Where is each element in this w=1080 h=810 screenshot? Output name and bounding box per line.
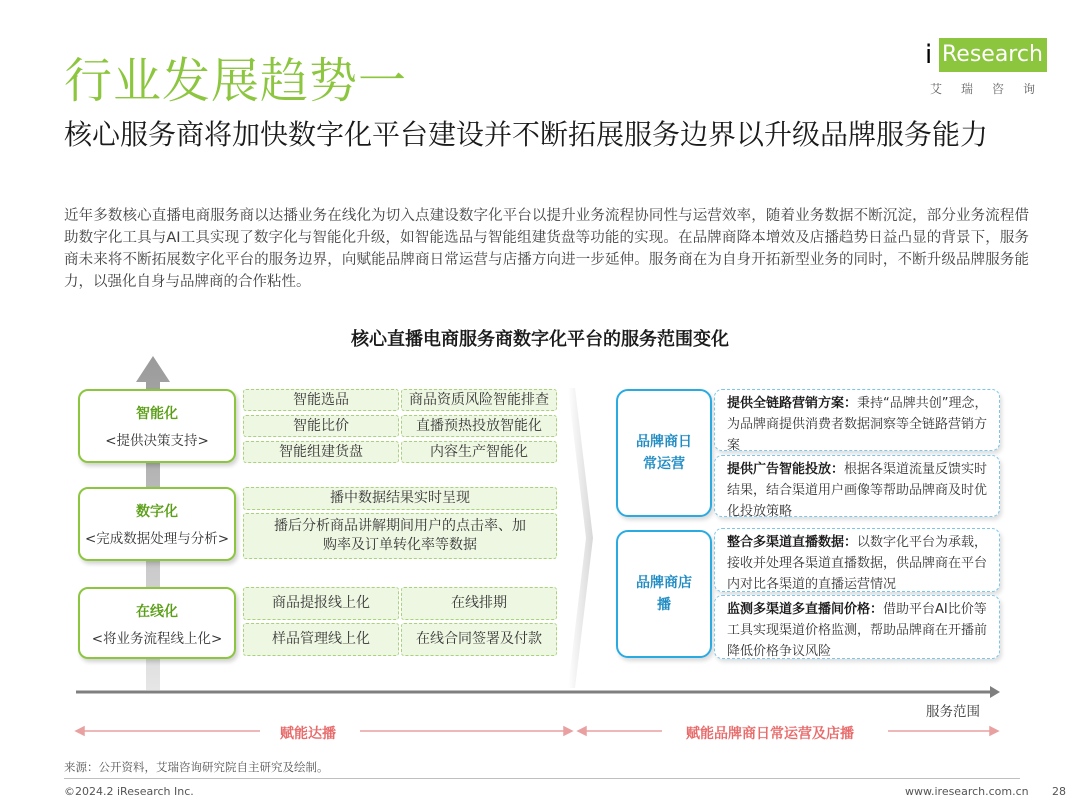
logo-name: Research [942,42,1043,67]
diagram-title: 核心直播电商服务商数字化平台的服务范围变化 [351,329,729,350]
level-subtitle: <提供决策支持> [105,433,209,449]
level-title: 智能化 [136,406,178,422]
footer-divider [64,778,1020,779]
panel-label: 品牌商店播 [636,575,692,613]
page-number: 28 [1052,785,1066,798]
axis-label: 服务范围 [926,704,980,720]
chevron-arrow-icon [568,388,593,688]
panel-daily-operation [616,389,712,517]
level-title: 在线化 [136,604,178,620]
page-title: 行业发展趋势一 [64,53,408,109]
level-subtitle: <将业务流程线上化> [91,631,223,647]
panel-label: 品牌商日常运营 [636,434,692,472]
cell-item: 在线合同签署及付款 [401,623,557,656]
service-body: 借助平台AI比价等工具实现渠道价格监测，帮助品牌商在开播前降低价格争议风险 [727,602,988,659]
source-note: 来源：公开资料，艾瑞咨询研究院自主研究及绘制。 [64,760,329,774]
cell-item: 商品提报线上化 [243,587,399,620]
cell-item: 播中数据结果实时呈现 [243,487,557,510]
service-card [714,389,1000,451]
cell-item: 智能选品 [243,389,399,411]
service-body: 以数字化平台为承载，接收并处理各渠道直播数据，供品牌商在平台内对比各渠道的直播运营情况 [727,535,988,592]
range-label-left: 赋能达播 [280,726,336,742]
service-body: 根据各渠道流量反馈实时结果，结合渠道用户画像等帮助品牌商及时优化投放策略 [727,462,988,519]
service-head: 整合多渠道直播数据： [727,535,858,550]
level-intelligent [78,389,236,463]
service-card [714,595,1000,659]
website-link[interactable]: www.iresearch.com.cn [905,785,1029,798]
panel-store-live [616,530,712,658]
level-digital [78,487,236,561]
service-head: 提供广告智能投放： [727,462,845,477]
cell-item: 内容生产智能化 [401,441,557,463]
cell-item: 商品资质风险智能排查 [401,389,557,411]
logo-cn: 艾瑞咨询 [930,82,1055,96]
page-subtitle: 核心服务商将加快数字化平台建设并不断拓展服务边界以升级品牌服务能力 [64,118,989,151]
cell-item: 智能比价 [243,415,399,437]
level-subtitle: <完成数据处理与分析> [84,531,230,547]
cell-item: 播后分析商品讲解期间用户的点击率、加购率及订单转化率等数据 [243,513,557,559]
cell-item: 直播预热投放智能化 [401,415,557,437]
service-body: 秉持“品牌共创”理念，为品牌商提供消费者数据洞察等全链路营销方案 [727,396,988,453]
service-head: 提供全链路营销方案： [727,396,858,411]
level-online [78,587,236,659]
copyright: ©2024.2 iResearch Inc. [64,785,194,798]
cell-item: 样品管理线上化 [243,623,399,656]
range-label-right: 赋能品牌商日常运营及店播 [686,726,854,742]
service-card [714,528,1000,592]
service-card [714,455,1000,517]
intro-paragraph: 近年多数核心直播电商服务商以达播业务在线化为切入点建设数字化平台以提升业务流程协同性与运营效率，随着业务数据不断沉淀，部分业务流程借助数字化工具与AI工具实现了数字化与智能化升级，如智能选品与智能组建货盘等功能的实现。在品牌商降本增效及店播趋势日益凸显的背景下，服务商未来将不断拓展数字化平台的服务边界，向赋能品牌商日常运营与店播方向进一步延伸。服务商在为自身开拓新型业务的同时，不断升级品牌服务能力，以强化自身与品牌商的合作粘性。 [64,208,1029,290]
service-head: 监测多渠道多直播间价格： [727,602,884,617]
axis-arrow-icon [990,686,1000,698]
level-title: 数字化 [136,504,178,520]
cell-item: 智能组建货盘 [243,441,399,463]
cell-item: 在线排期 [401,587,557,620]
logo-prefix: i [925,40,933,70]
